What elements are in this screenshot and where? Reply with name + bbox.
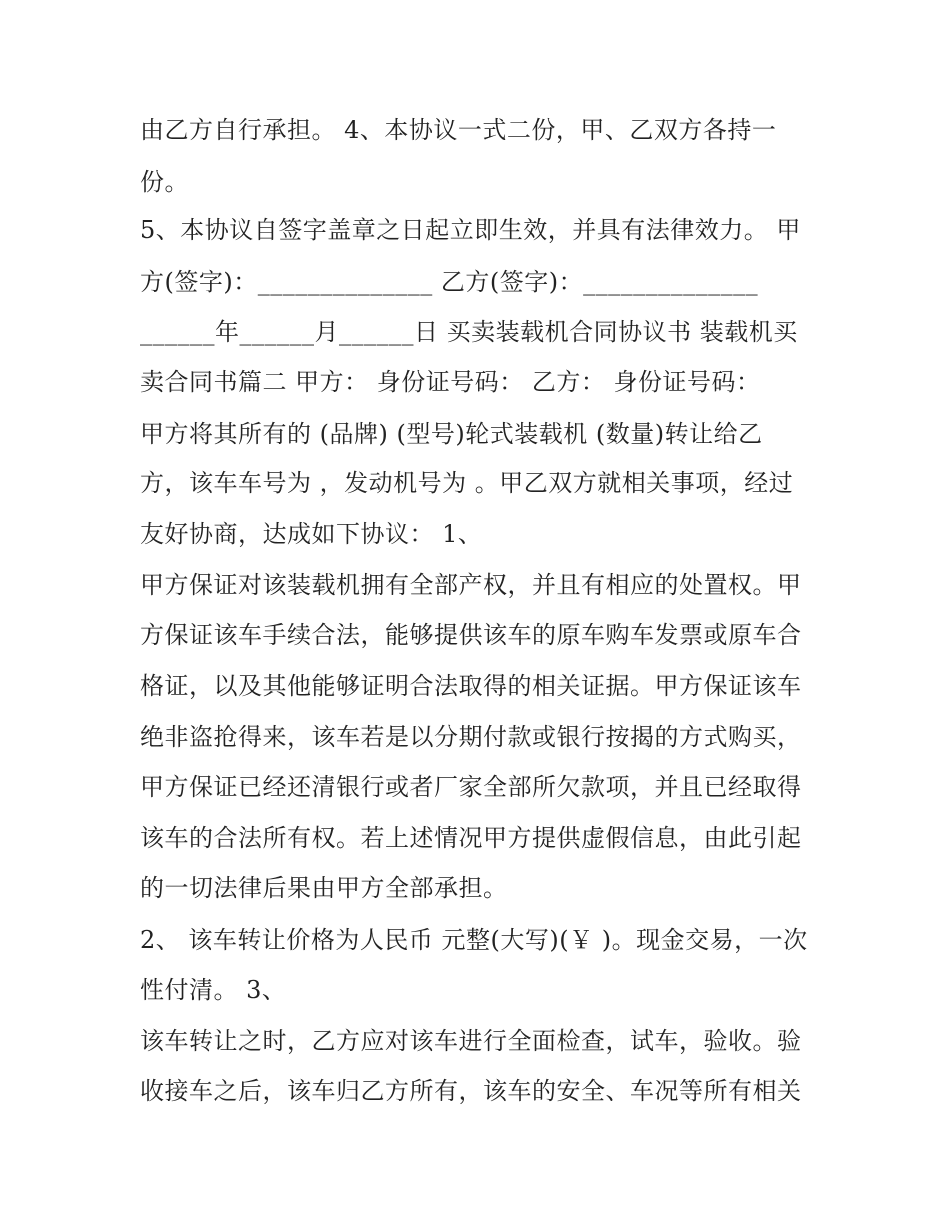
text-line: 2、 该车转让价格为人民币 元整(大写)(￥ )。现金交易，一次 [140,926,808,954]
text-line: 收接车之后，该车归乙方所有，该车的安全、车况等所有相关 [140,1077,802,1105]
text-line: 由乙方自行承担。 4、本协议一式二份，甲、乙双方各持一 [140,116,777,144]
text-line: 绝非盗抢得来，该车若是以分期付款或银行按揭的方式购买， [140,723,802,751]
text-line: 甲方保证对该装载机拥有全部产权，并且有相应的处置权。甲 [140,571,802,599]
text-line: 格证，以及其他能够证明合法取得的相关证据。甲方保证该车 [140,672,802,700]
text-line: 卖合同书篇二 甲方： 身份证号码： 乙方： 身份证号码： [140,368,761,396]
text-line: 份。 [140,168,189,196]
text-line: 方，该车车号为 ，发动机号为 。甲乙双方就相关事项，经过 [140,469,794,497]
text-line: 友好协商，达成如下协议： 1、 [140,520,483,548]
text-line: 5、本协议自签字盖章之日起立即生效，并具有法律效力。 甲 [140,216,801,244]
text-line: ______年______月______日 买卖装载机合同协议书 装载机买 [140,318,798,346]
text-line: 性付清。 3、 [140,976,287,1004]
text-line: 方(签字)：______________ 乙方(签字)：______________ [140,268,759,296]
text-line: 的一切法律后果由甲方全部承担。 [140,874,508,902]
text-line: 该车的合法所有权。若上述情况甲方提供虚假信息，由此引起 [140,824,802,852]
text-line: 方保证该车手续合法，能够提供该车的原车购车发票或原车合 [140,621,802,649]
text-line: 甲方将其所有的 (品牌) (型号)轮式装载机 (数量)转让给乙 [140,420,763,448]
text-line: 甲方保证已经还清银行或者厂家全部所欠款项，并且已经取得 [140,773,802,801]
text-line: 该车转让之时，乙方应对该车进行全面检查，试车，验收。验 [140,1027,802,1055]
